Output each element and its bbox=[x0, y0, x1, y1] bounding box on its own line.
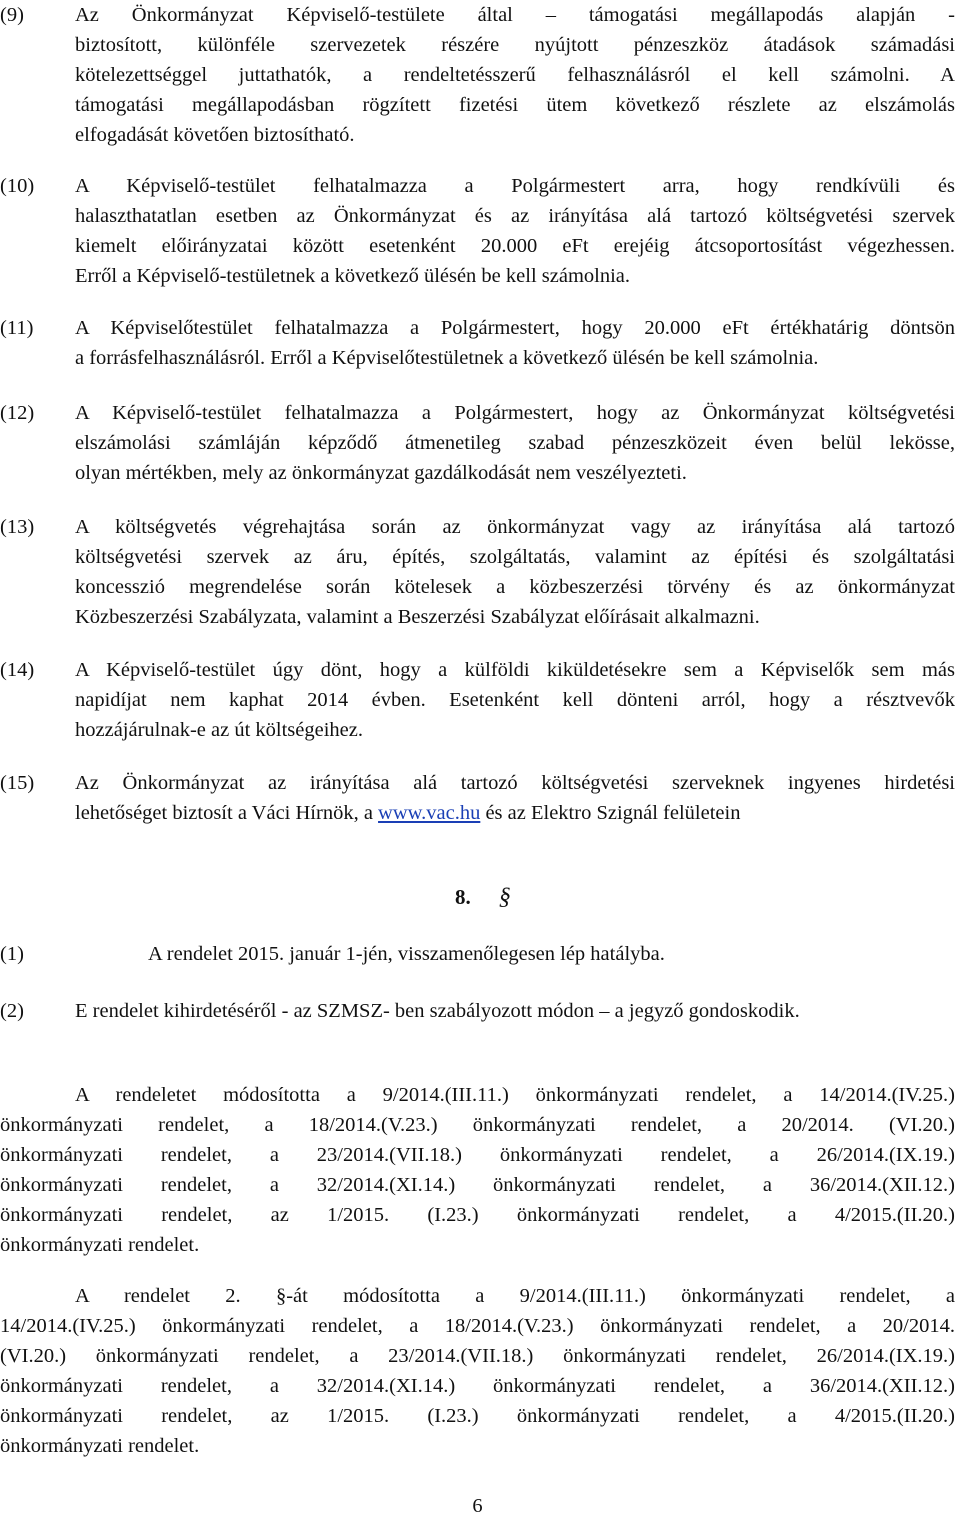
paragraph-line: A Képviselő-testület felhatalmazza a Polgármestert, hogy az Önkormányzat költségvetési bbox=[75, 402, 955, 424]
amendment-line: önkormányzati rendelet. bbox=[0, 1435, 200, 1457]
amendment-line: önkormányzati rendelet, az 1/2015. (I.23.) önkormányzati rendelet, a 4/2015.(II.20.) bbox=[0, 1204, 955, 1226]
paragraph-line: hozzájárulnak-e az út költségeihez. bbox=[75, 719, 363, 741]
line-text: lehetőséget biztosít a Váci Hírnök, a bbox=[75, 802, 379, 824]
paragraph-line: kiemelt előirányzatai között esetenként 20.000 eFt erejéig átcsoportosítást végezhessen. bbox=[75, 235, 955, 257]
section-sign: § bbox=[498, 884, 511, 910]
paragraph-line: biztosított, különféle szervezetek részére nyújtott pénzeszköz átadások számadási bbox=[75, 34, 955, 56]
amendment-line: önkormányzati rendelet, a 23/2014.(VII.18.) önkormányzati rendelet, a 26/2014.(IX.19.) bbox=[0, 1144, 955, 1166]
paragraph-number: (10) bbox=[0, 175, 35, 197]
amendment-line: A rendelet 2. §-át módosította a 9/2014.(III.11.) önkormányzati rendelet, a bbox=[75, 1285, 955, 1307]
paragraph-line: Közbeszerzési Szabályzata, valamint a Beszerzési Szabályzat előírásait alkalmazni. bbox=[75, 606, 760, 628]
paragraph-line: kötelezettséggel juttathatók, a rendeltetésszerű felhasználásról el kell számolni. A bbox=[75, 64, 955, 86]
amendment-note-1 bbox=[0, 1080, 955, 1260]
paragraph-line: A költségvetés végrehajtása során az önkormányzat vagy az irányítása alá tartozó bbox=[75, 516, 955, 538]
paragraph-line: A Képviselőtestület felhatalmazza a Polgármestert, hogy 20.000 eFt értékhatárig döntsön bbox=[75, 317, 955, 339]
paragraph-line: A Képviselő-testület felhatalmazza a Polgármestert arra, hogy rendkívüli és bbox=[75, 175, 955, 197]
amendment-note-2 bbox=[0, 1281, 955, 1461]
amendment-line: önkormányzati rendelet, a 18/2014.(V.23.) önkormányzati rendelet, a 20/2014. (VI.20.) bbox=[0, 1114, 955, 1136]
paragraph-line: halaszthatatlan esetben az Önkormányzat és az irányítása alá tartozó költségvetési szervek bbox=[75, 205, 955, 227]
paragraph-line: olyan mértékben, mely az önkormányzat gazdálkodását nem veszélyezteti. bbox=[75, 462, 687, 484]
amendment-line: önkormányzati rendelet. bbox=[0, 1234, 200, 1256]
paragraph-line: elfogadását követően biztosítható. bbox=[75, 124, 355, 146]
amendment-line: (VI.20.) önkormányzati rendelet, a 23/2014.(VII.18.) önkormányzati rendelet, 26/2014.(IX.19.) bbox=[0, 1345, 955, 1367]
paragraph-number: (15) bbox=[0, 772, 35, 794]
page-number: 6 bbox=[472, 1495, 483, 1517]
paragraph-line: napidíjat nem kaphat 2014 évben. Esetenként kell dönteni arról, hogy a résztvevők bbox=[75, 689, 955, 711]
paragraph-line: Az Önkormányzat Képviselő-testülete által – támogatási megállapodás alapján - bbox=[75, 4, 955, 26]
paragraph-line: koncesszió megrendelése során kötelesek a közbeszerzési törvény és az önkormányzat bbox=[75, 576, 955, 598]
item-number: (2) bbox=[0, 1000, 24, 1022]
section-heading bbox=[455, 880, 511, 914]
vac-hu-link[interactable]: www.vac.hu bbox=[378, 802, 481, 824]
amendment-line: 14/2014.(IV.25.) önkormányzati rendelet, a 18/2014.(V.23.) önkormányzati rendelet, a 20/2014. bbox=[0, 1315, 955, 1337]
amendment-line: önkormányzati rendelet, az 1/2015. (I.23.) önkormányzati rendelet, a 4/2015.(II.20.) bbox=[0, 1405, 955, 1427]
paragraph-number: (12) bbox=[0, 402, 35, 424]
paragraph-line: támogatási megállapodásban rögzített fizetési ütem következő részlete az elszámolás bbox=[75, 94, 955, 116]
paragraph-line: költségvetési szervek az áru, építés, szolgáltatás, valamint az építési és szolgáltatási bbox=[75, 546, 955, 568]
amendment-line: önkormányzati rendelet, a 32/2014.(XI.14.) önkormányzati rendelet, a 36/2014.(XII.12.) bbox=[0, 1375, 955, 1397]
paragraph-line bbox=[75, 798, 955, 828]
paragraph-number: (13) bbox=[0, 516, 35, 538]
paragraph-number: (14) bbox=[0, 659, 35, 681]
item-number: (1) bbox=[0, 943, 24, 965]
paragraph-line: A Képviselő-testület úgy dönt, hogy a külföldi kiküldetésekre sem a Képviselők sem más bbox=[75, 659, 955, 681]
amendment-line: A rendeletet módosította a 9/2014.(III.11.) önkormányzati rendelet, a 14/2014.(IV.25.) bbox=[75, 1084, 955, 1106]
paragraph-number: (11) bbox=[0, 317, 34, 339]
paragraph-number: (9) bbox=[0, 4, 24, 26]
paragraph-line: a forrásfelhasználásról. Erről a Képviselőtestületnek a következő ülésén be kell számolnia. bbox=[75, 347, 819, 369]
item-text: E rendelet kihirdetéséről - az SZMSZ- ben szabályozott módon – a jegyző gondoskodik. bbox=[75, 1000, 800, 1022]
paragraph-line: Erről a Képviselő-testületnek a következő ülésén be kell számolnia. bbox=[75, 265, 631, 287]
line-text: és az Elektro Szignál felületein bbox=[480, 802, 741, 824]
amendment-line: önkormányzati rendelet, a 32/2014.(XI.14.) önkormányzati rendelet, a 36/2014.(XII.12.) bbox=[0, 1174, 955, 1196]
section-number: 8. bbox=[455, 885, 471, 909]
paragraph-line: elszámolási számláján képződő átmenetileg szabad pénzeszközeit éven belül lekösse, bbox=[75, 432, 955, 454]
item-text: A rendelet 2015. január 1-jén, visszamenőlegesen lép hatályba. bbox=[148, 943, 665, 965]
paragraph-line: Az Önkormányzat az irányítása alá tartozó költségvetési szerveknek ingyenes hirdetési bbox=[75, 772, 955, 794]
